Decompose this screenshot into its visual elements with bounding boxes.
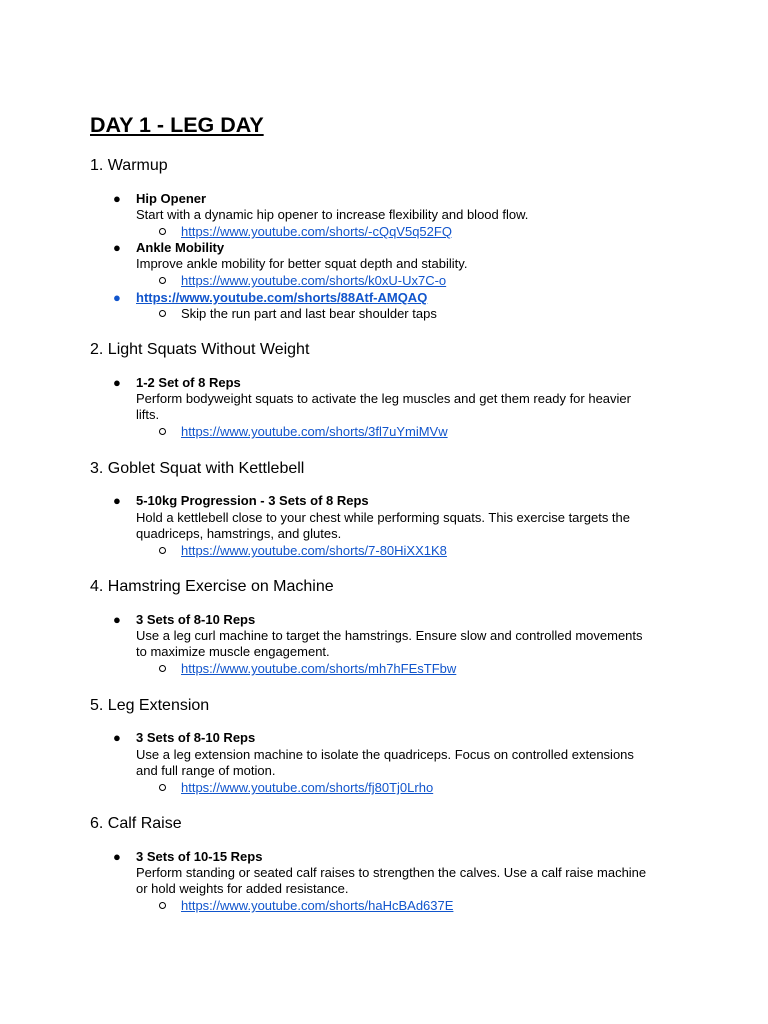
sub-bullet-icon bbox=[159, 277, 166, 284]
sub-bullet-icon bbox=[159, 547, 166, 554]
item-desc-line-1: Use a leg curl machine to target the hamstrings. Ensure slow and controlled movements bbox=[136, 628, 643, 643]
sub-bullet-icon bbox=[159, 665, 166, 672]
item-desc-line-2: to maximize muscle engagement. bbox=[136, 644, 330, 659]
video-link-light-squats[interactable]: https://www.youtube.com/shorts/3fl7uYmiMVw bbox=[181, 424, 448, 439]
bullet-icon: ● bbox=[113, 240, 121, 255]
page-title: DAY 1 - LEG DAY bbox=[90, 113, 264, 137]
section-heading-goblet-squat: 3. Goblet Squat with Kettlebell bbox=[90, 460, 305, 477]
bullet-icon: ● bbox=[113, 730, 121, 745]
bullet-icon: ● bbox=[113, 191, 121, 206]
video-link-hip-opener[interactable]: https://www.youtube.com/shorts/-cQqV5q52FQ bbox=[181, 224, 452, 239]
item-desc-line-2: and full range of motion. bbox=[136, 763, 276, 778]
bullet-icon: ● bbox=[113, 493, 121, 508]
item-note-warmup-routine: Skip the run part and last bear shoulder taps bbox=[181, 306, 437, 321]
video-link-warmup-routine[interactable]: https://www.youtube.com/shorts/88Atf-AMQAQ bbox=[136, 290, 428, 305]
item-desc-line-2: or hold weights for added resistance. bbox=[136, 881, 349, 896]
item-title-light-squats: 1-2 Set of 8 Reps bbox=[136, 375, 241, 390]
video-link-hamstring[interactable]: https://www.youtube.com/shorts/mh7hFEsTFbw bbox=[181, 661, 457, 676]
section-heading-leg-extension: 5. Leg Extension bbox=[90, 697, 210, 714]
section-heading-calf-raise: 6. Calf Raise bbox=[90, 815, 182, 832]
item-desc-line-1: Perform bodyweight squats to activate the leg muscles and get them ready for heavier bbox=[136, 391, 631, 406]
sub-bullet-icon bbox=[159, 784, 166, 791]
sub-bullet-icon bbox=[159, 310, 166, 317]
section-heading-warmup: 1. Warmup bbox=[90, 157, 168, 174]
item-desc-line-1: Use a leg extension machine to isolate the quadriceps. Focus on controlled extensions bbox=[136, 747, 634, 762]
item-title-ankle-mobility: Ankle Mobility bbox=[136, 240, 225, 255]
video-link-leg-extension[interactable]: https://www.youtube.com/shorts/fj80Tj0Lrho bbox=[181, 780, 434, 795]
video-link-calf-raise[interactable]: https://www.youtube.com/shorts/haHcBAd637E bbox=[181, 898, 454, 913]
bullet-icon: ● bbox=[113, 849, 121, 864]
section-heading-light-squats: 2. Light Squats Without Weight bbox=[90, 341, 310, 358]
item-desc-line-1: Perform standing or seated calf raises to strengthen the calves. Use a calf raise machine bbox=[136, 865, 647, 880]
item-title-calf-raise: 3 Sets of 10-15 Reps bbox=[136, 849, 263, 864]
item-desc-ankle-mobility: Improve ankle mobility for better squat depth and stability. bbox=[136, 256, 468, 271]
video-link-ankle-mobility[interactable]: https://www.youtube.com/shorts/k0xU-Ux7C-o bbox=[181, 273, 447, 288]
item-title-hamstring: 3 Sets of 8-10 Reps bbox=[136, 612, 256, 627]
item-title-goblet-squat: 5-10kg Progression - 3 Sets of 8 Reps bbox=[136, 493, 369, 508]
item-desc-line-2: lifts. bbox=[136, 407, 160, 422]
section-heading-hamstring: 4. Hamstring Exercise on Machine bbox=[90, 578, 334, 595]
item-title-hip-opener: Hip Opener bbox=[136, 191, 207, 206]
bullet-icon: ● bbox=[113, 375, 121, 390]
video-link-goblet-squat[interactable]: https://www.youtube.com/shorts/7-80HiXX1K8 bbox=[181, 543, 447, 558]
bullet-icon: ● bbox=[113, 290, 121, 305]
sub-bullet-icon bbox=[159, 228, 166, 235]
item-title-leg-extension: 3 Sets of 8-10 Reps bbox=[136, 730, 256, 745]
bullet-icon: ● bbox=[113, 612, 121, 627]
item-desc-hip-opener: Start with a dynamic hip opener to increase flexibility and blood flow. bbox=[136, 207, 529, 222]
item-desc-line-2: quadriceps, hamstrings, and glutes. bbox=[136, 526, 342, 541]
item-desc-line-1: Hold a kettlebell close to your chest while performing squats. This exercise targets the bbox=[136, 510, 630, 525]
sub-bullet-icon bbox=[159, 902, 166, 909]
sub-bullet-icon bbox=[159, 428, 166, 435]
